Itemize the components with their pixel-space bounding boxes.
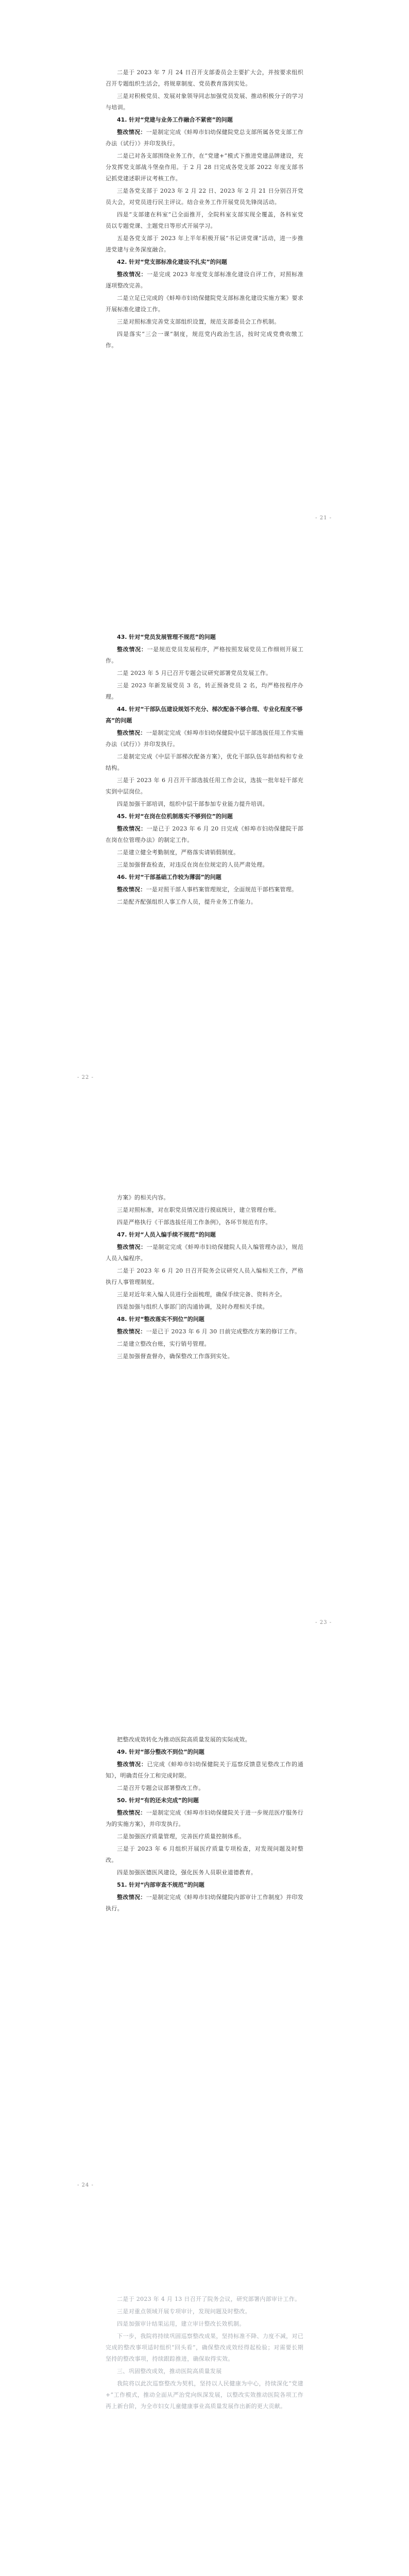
- rectification-text: 一是规范党员发展程序，严格按照发展党员工作细则开展工作。: [106, 646, 303, 664]
- rectification-text: 一是制定完成《蚌埠市妇幼保健院中层干部选拔任用工作实施办法（试行）》并印发执行。: [106, 730, 303, 748]
- rectification-text: 一是制定完成《蚌埠市妇幼保健院关于进一步规范医疗服务行为的实施方案》，并印发执行。: [106, 1809, 303, 1827]
- page-number: - 23 -: [315, 1620, 332, 1625]
- paragraph: 二是已对各支部围绕业务工作，在“党建+”模式下推进党建品牌建设，充分发挥党支部战斗堡垒作用。于 2 月 28 日完成各党支部 2022 年度支部书记抓党建述职评议考核工作。: [106, 152, 303, 182]
- section-heading: 43. 针对“党员发展管理不规范”的问题: [117, 634, 216, 640]
- page-number: - 21 -: [315, 515, 332, 521]
- rectification-paragraph: [106, 644, 303, 667]
- rectification-paragraph: [106, 269, 303, 292]
- paragraph: 四是“支部建在科室”已全面推开，全院科室支部实现全覆盖，各科室党员以专题党课、主题党日等形式开展学习。: [106, 211, 303, 229]
- rectification-paragraph: [106, 1759, 303, 1782]
- section-heading: 51. 针对“内部审查不规范”的问题: [117, 1882, 204, 1888]
- rectification-text: 一是已于 2023 年 6 月 20 日完成《蚌埠市妇幼保健院干部在岗在位管理办法》的制定工作。: [106, 825, 303, 843]
- rectification-text: 已完成《蚌埠市妇幼保健院关于巡察反馈意见整改工作的通知》，明确责任分工和完成时限。: [106, 1761, 303, 1779]
- document-page-4: [0, 1667, 409, 2232]
- paragraph: 三是对照标准，对在职党员情况进行摸底统计，建立管理台账。: [117, 1207, 280, 1213]
- paragraph: 二是立足已完成的《蚌埠市妇幼保健院党支部标准化建设实施方案》要求开展标准化建设工作。: [106, 295, 303, 313]
- paragraph: 五是各党支部于 2023 年上半年积极开展“书记讲党课”活动，进一步推进党建与业务深度融合。: [106, 235, 303, 253]
- paragraph: 四是加强干部培训，组织中层干部参加专业能力提升培训。: [117, 801, 268, 807]
- rectification-text: 一是已于 2023 年 6 月 30 日前完成整改方案的修订工作。: [146, 1328, 301, 1335]
- paragraph: 三是于 2023 年 6 月组织开展医疗质量专项检查，对发现问题及时整改。: [106, 1845, 303, 1863]
- rectification-label: 整改情况：: [117, 1328, 146, 1335]
- paragraph: 二是于 2023 年 6 月 20 日召开院务会议研究人员入编相关工作，严格执行人事管理制度。: [106, 1267, 303, 1285]
- section-heading: 49. 针对“部分整改不到位”的问题: [117, 1749, 204, 1755]
- paragraph: 三是 2023 年新发展党员 3 名，转正预备党员 2 名，均严格按程序办理。: [106, 682, 303, 700]
- rectification-label: 整改情况：: [117, 730, 146, 736]
- rectification-paragraph: [106, 1892, 303, 1914]
- paragraph: 三是于 2023 年 6 月召开干部选拔任用工作会议，选拔一批年轻干部充实到中层岗位。: [106, 777, 303, 795]
- paragraph: 二是建立健全考勤制度，严格落实请销假制度。: [117, 849, 240, 856]
- paragraph: 下一步，我院将持续巩固巡察整改成果，坚持标准不降、力度不减，对已完成的整改事项适时组织“回头看”，确保整改成效经得起检验；对需要长期坚持的整改事项，持续跟踪推进，确保取得实效。: [106, 2333, 303, 2362]
- section-heading: 46. 针对“干部基础工作较为薄弱”的问题: [117, 874, 221, 880]
- paragraph: 我院将以此次巡察整改为契机，坚持以人民健康为中心，持续深化“党建+”工作模式，推动全面从严治党向纵深发展，以整改实效推动医院各项工作再上新台阶，为全市妇女儿童健康事业高质量发展作出新的更大贡献。: [106, 2380, 303, 2410]
- section-heading: 42. 针对“党支部标准化建设不扎实”的问题: [117, 259, 227, 265]
- document-page-5: [0, 2232, 409, 2576]
- paragraph: 三是对重点领域开展专项审计，发现问题及时整改。: [117, 2308, 251, 2315]
- rectification-text: 一是制定完成《蚌埠市妇幼保健院党总支部所属各党支部工作办法（试行）》并印发执行。: [106, 129, 303, 147]
- paragraph: 四是落实“三会一课”制度，规范党内政治生活，按时完成党费收缴工作。: [106, 331, 303, 349]
- paragraph: 二是配齐配强组织人事工作人员，提升业务工作能力。: [117, 899, 257, 905]
- rectification-label: 整改情况：: [117, 1809, 146, 1816]
- paragraph: 把整改成效转化为推动医院高质量发展的实际成效。: [117, 1736, 251, 1743]
- paragraph: 三是对积极党员、发展对象领导同志加强党员发展、推动积极分子的学习与培训。: [106, 93, 303, 111]
- document-page-1: [0, 0, 409, 565]
- paragraph: 二是加强医疗质量管理，完善医疗质量控制体系。: [117, 1833, 245, 1840]
- section-heading: 47. 针对“人员入编手续不规范”的问题: [117, 1231, 216, 1238]
- section-heading: 48. 针对“整改落实不到位”的问题: [117, 1316, 204, 1323]
- section-heading: 44. 针对“干部队伍建设规划不充分、梯次配备不够合理、专业化程度不够高”的问题: [106, 706, 303, 724]
- rectification-text: 一是制定完成《蚌埠市妇幼保健院内部审计工作制度》并印发执行。: [106, 1894, 303, 1912]
- paragraph: 二是 2023 年 5 月已召开专题会议研究部署党员发展工作。: [117, 670, 272, 676]
- rectification-paragraph: [106, 823, 303, 846]
- rectification-paragraph: [106, 127, 303, 149]
- paragraph: 方案》的相关内容。: [117, 1194, 169, 1201]
- paragraph: 四是加强医德医风建设，强化医务人员职业道德教育。: [117, 1869, 257, 1876]
- document-page-3: [0, 1125, 409, 1667]
- page-number: - 24 -: [77, 2182, 94, 2188]
- section-heading: 50. 针对“有的还未完成”的问题: [117, 1797, 199, 1804]
- paragraph: 二是于 2023 年 4 月 13 日召开了院务会议，研究部署内部审计工作。: [117, 2296, 301, 2302]
- rectification-label: 整改情况：: [117, 825, 147, 832]
- rectification-paragraph: [106, 1242, 303, 1264]
- rectification-text: 一是完成 2023 年度党支部标准化建设自评工作，对照标准逐项整改完善。: [106, 271, 304, 289]
- rectification-label: 整改情况：: [117, 1894, 146, 1901]
- rectification-text: 一是对照干部人事档案管理规定，全面规范干部档案管理。: [146, 886, 298, 893]
- paragraph: 三、巩固整改成效，推动医院高质量发展: [117, 2368, 222, 2375]
- rectification-label: 整改情况：: [117, 271, 147, 278]
- paragraph: 三是加强督查督办，确保整改工作落到实处。: [117, 1353, 233, 1360]
- section-heading: 41. 针对“党建与业务工作融合不紧密”的问题: [117, 116, 233, 123]
- paragraph: 四是严格执行《干部选拔任用工作条例》，各环节规范有序。: [117, 1219, 271, 1226]
- page-number: - 22 -: [77, 1075, 94, 1080]
- rectification-text: 一是制定完成《蚌埠市妇幼保健院人员入编管理办法》，规范人员入编程序。: [106, 1244, 303, 1262]
- paragraph: 三是各党支部于 2023 年 2 月 22 日、2023 年 2 月 21 日分别召开党员大会，对党员进行民主评议。结合业务工作开展党员先锋岗活动。: [106, 188, 303, 206]
- rectification-label: 整改情况：: [117, 646, 147, 653]
- paragraph: 二是召开专题会议部署整改工作。: [117, 1785, 204, 1791]
- paragraph: 二是于 2023 年 7 月 24 日召开支部委员会主要扩大会，并按要求组织召开专题组织生活会，将规章制度、党员教育落到实处。: [106, 69, 303, 87]
- rectification-paragraph: [106, 884, 303, 895]
- paragraph: 三是加强督查检查，对违反在岗在位规定的人员严肃处理。: [117, 861, 268, 868]
- paragraph: 四是加强审计结果运用，建立审计整改长效机制。: [117, 2320, 245, 2327]
- paragraph: 二是建立整改台账，实行销号管理。: [117, 1341, 210, 1347]
- section-heading: 45. 针对“在岗在位机制落实不够到位”的问题: [117, 813, 233, 820]
- paragraph: 三是对近年来入编人员进行全面梳理，确保手续完备、资料齐全。: [117, 1291, 286, 1298]
- paragraph: 二是制定完成《中层干部梯次配备方案》，优化干部队伍年龄结构和专业结构。: [106, 753, 303, 771]
- document-page-2: [0, 565, 409, 1125]
- rectification-paragraph: [106, 1807, 303, 1830]
- paragraph: 三是对照标准完善党支部组织设置，规范支部委员会工作机制。: [117, 318, 280, 325]
- rectification-label: 整改情况：: [117, 129, 146, 135]
- rectification-paragraph: [106, 1326, 303, 1337]
- rectification-label: 整改情况：: [117, 886, 146, 893]
- paragraph: 四是加强与组织人事部门的沟通协调，及时办理相关手续。: [117, 1303, 268, 1310]
- rectification-paragraph: [106, 727, 303, 750]
- rectification-label: 整改情况：: [117, 1761, 147, 1768]
- rectification-label: 整改情况：: [117, 1244, 147, 1250]
